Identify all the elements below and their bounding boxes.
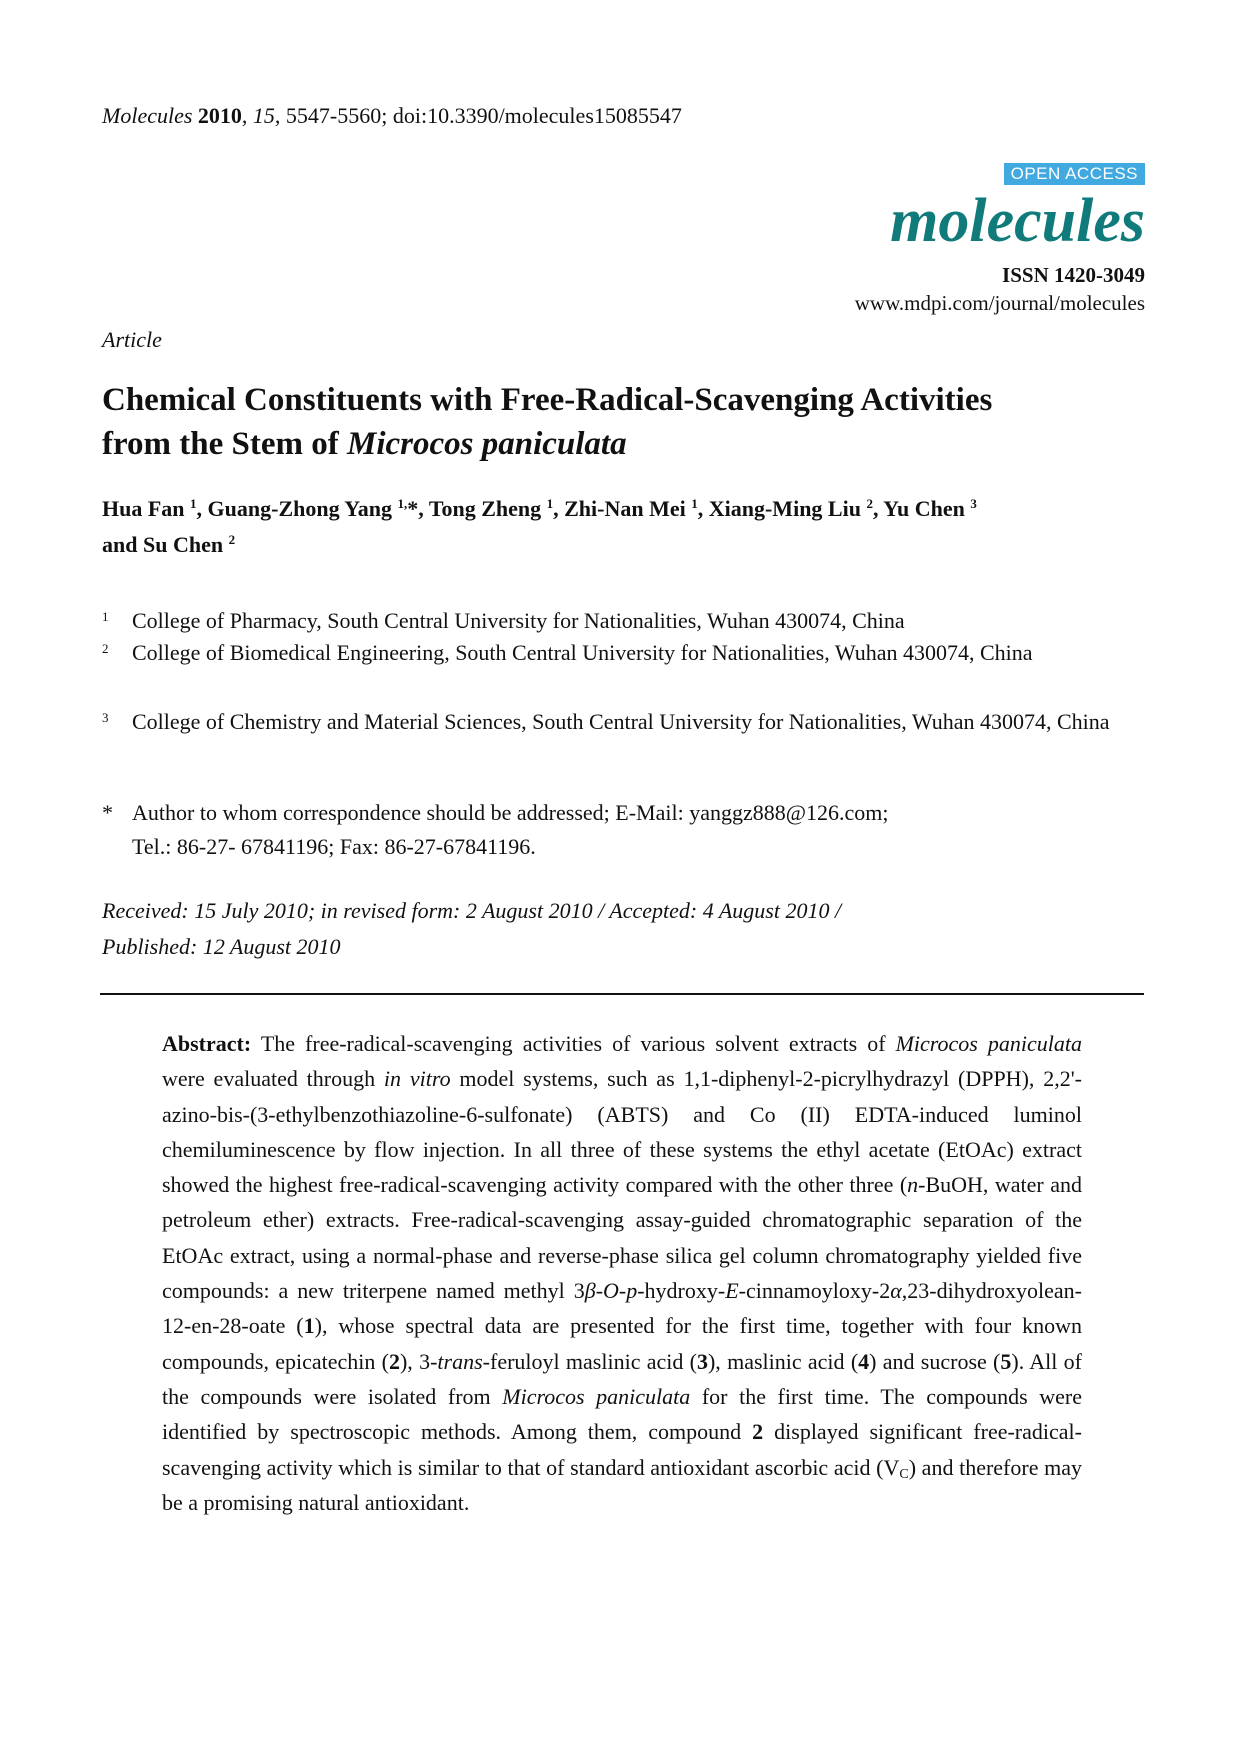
affiliation-2 <box>102 636 1152 670</box>
abstract: Abstract: The free-radical-scavenging activities of various solvent extracts of Microcos paniculata were evaluated through in vitro model systems, such as 1,1-diphenyl-2-picrylhydrazyl (DPPH), 2,2'-azino-bis-(3-ethylbenzothiazoline-6-sulfonate) (ABTS) and Co (II) EDTA-induced luminol chemiluminescence by flow injection. In all three of these systems the ethyl acetate (EtOAc) extract showed the highest free-radical-scavenging activity compared with the other three (n-BuOH, water and petroleum ether) extracts. Free-radical-scavenging assay-guided chromatographic separation of the EtOAc extract, using a normal-phase and reverse-phase silica gel column chromatography yielded five compounds: a new triterpene named methyl 3β-O-p-hydroxy-E-cinnamoyloxy-2α,23-dihydroxyolean-12-en-28-oate (1), whose spectral data are presented for the first time, together with four known compounds, epicatechin (2), 3-trans-feruloyl maslinic acid (3), maslinic acid (4) and sucrose (5). All of the compounds were isolated from Microcos paniculata for the first time. The compounds were identified by spectroscopic methods. Among them, compound 2 displayed significant free-radical-scavenging activity which is similar to that of standard antioxidant ascorbic acid $(V_C)$ and therefore may be a promising natural antioxidant. <box>162 1031 1083 1515</box>
section-divider <box>100 993 1144 995</box>
citation-year: 2010 <box>197 103 242 128</box>
affiliation-3 <box>102 705 1152 739</box>
affiliation-text: College of Biomedical Engineering, South Central University for Nationalities, Wuhan 430074, China <box>132 640 1033 665</box>
title-species: Microcos paniculata <box>347 426 627 462</box>
correspondence-line-1: Author to whom correspondence should be addressed; E-Mail: yanggz888@126.com; <box>132 800 889 825</box>
author-name: Xiang-Ming Liu <box>708 496 861 521</box>
author-list: Hua Fan $^1$, Guang-Zhong Yang $^{1,}$*, Tong Zheng $^1$, Zhi-Nan Mei $^1$, Xiang-Ming Liu $^2$, Yu Chen $^3$ and Su Chen $^2$ <box>102 496 977 557</box>
author-affil-sup: 2 <box>866 496 873 511</box>
author-affil-sup: 3 <box>970 496 977 511</box>
citation-volume: 15 <box>252 103 275 128</box>
title-line-2: from the Stem of <box>102 426 347 462</box>
author-name: and Su Chen <box>102 532 224 557</box>
dates-line-1: Received: 15 July 2010; in revised form: 2 August 2010 / Accepted: 4 August 2010 / <box>102 898 842 923</box>
affiliation-number: 1 <box>102 609 109 624</box>
author-affil-sup: 1, <box>397 496 408 511</box>
author-name: Yu Chen <box>883 496 965 521</box>
dates-line-2: Published: 12 August 2010 <box>102 934 341 959</box>
citation-journal: Molecules <box>102 103 193 128</box>
journal-logo: molecules <box>890 187 1145 255</box>
author-name: Tong Zheng <box>428 496 542 521</box>
author-name: Guang-Zhong Yang <box>207 496 392 521</box>
correspondence-line-2: Tel.: 86-27- 67841196; Fax: 86-27-67841196. <box>132 834 536 859</box>
abstract-label: Abstract: <box>162 1031 252 1056</box>
corresponding-mark: * <box>407 496 419 521</box>
publication-dates <box>102 893 1152 965</box>
affiliation-text: College of Chemistry and Material Sciences, South Central University for Nationalities, Wuhan 430074, China <box>132 709 1110 734</box>
author-affil-sup: 2 <box>228 532 236 547</box>
affiliation-number: 3 <box>102 710 109 725</box>
author-affil-sup: 1 <box>546 496 554 511</box>
open-access-badge: OPEN ACCESS <box>1004 163 1145 185</box>
title-line-1: Chemical Constituents with Free-Radical-Scavenging Activities <box>102 382 993 418</box>
correspondence-star: * <box>102 800 113 825</box>
author-affil-sup: 1 <box>691 496 698 511</box>
citation-pages-doi: , 5547-5560; doi:10.3390/molecules15085547 <box>274 103 682 128</box>
article-title <box>102 378 1152 466</box>
author-name: Hua Fan <box>102 496 185 521</box>
affiliation-text: College of Pharmacy, South Central University for Nationalities, Wuhan 430074, China <box>132 608 905 633</box>
affiliation-number: 2 <box>102 641 109 656</box>
citation-line: Molecules 2010, 15, 5547-5560; doi:10.3390/molecules15085547 <box>102 103 682 128</box>
affiliation-1 <box>102 604 1152 638</box>
issn: ISSN 1420-3049 <box>1002 263 1145 287</box>
correspondence-note <box>102 796 1152 864</box>
article-type: Article <box>102 327 162 352</box>
author-affil-sup: 1 <box>190 496 197 511</box>
author-name: Zhi-Nan Mei <box>564 496 686 521</box>
journal-url[interactable]: www.mdpi.com/journal/molecules <box>854 291 1145 315</box>
